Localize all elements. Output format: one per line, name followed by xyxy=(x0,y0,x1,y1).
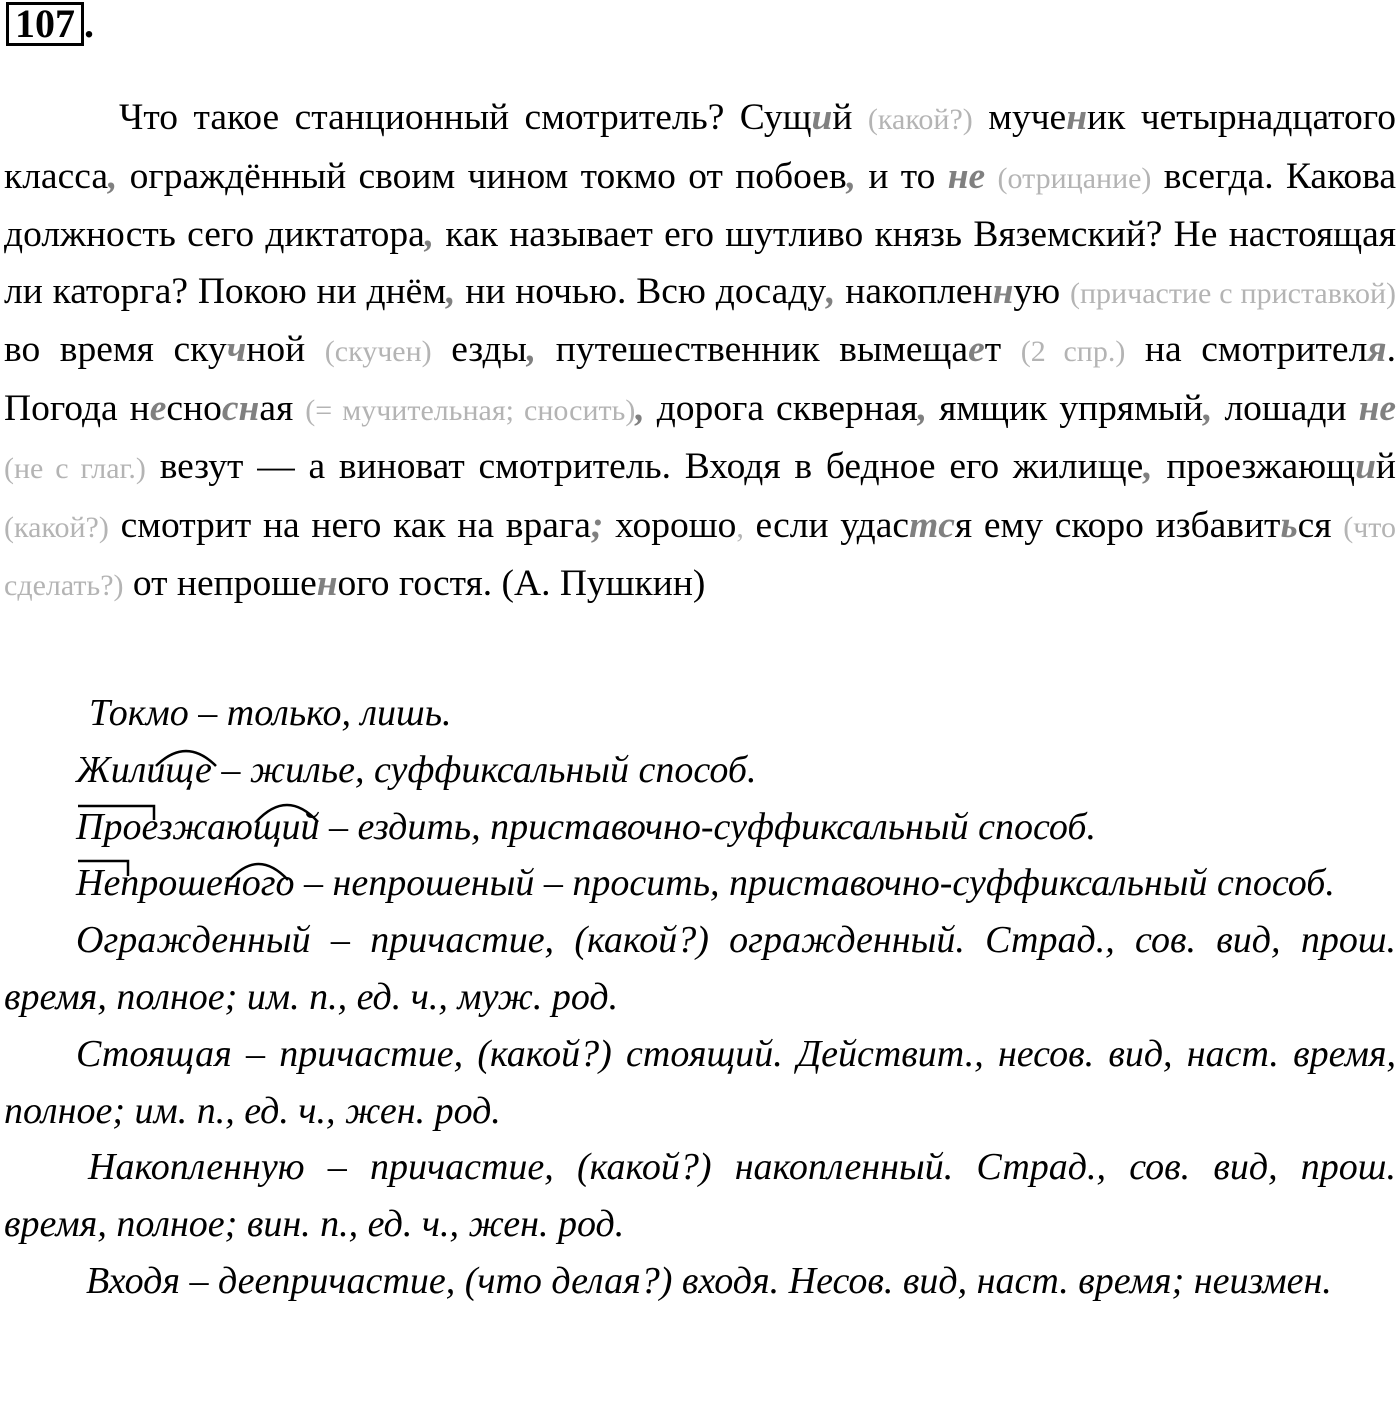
text-fragment: Что такое станционный смотритель? Сущ xyxy=(119,97,812,138)
highlighted-punctuation: , xyxy=(826,270,836,312)
exercise-number-box: 107 xyxy=(6,2,84,46)
text-fragment: ая xyxy=(259,387,306,429)
text-fragment: . Погода н xyxy=(4,329,1396,429)
analysis-line-nakoplennuyu: Накопленную – причастие, (какой?) накопленный. Страд., сов. вид, прош. время, полное; вин. п., ед. ч., жен. род. xyxy=(4,1146,1396,1246)
highlighted-punctuation: , xyxy=(846,155,857,197)
analysis-line-tokmo: Токмо – только, лишь. xyxy=(89,692,452,734)
text-fragment: ни ночью. Всю досаду xyxy=(455,270,827,312)
highlighted-letter: н xyxy=(316,563,338,604)
text-fragment: муче xyxy=(972,97,1067,138)
exercise-text xyxy=(4,90,1396,615)
text-fragment: во время ску xyxy=(4,329,227,370)
text-fragment: ую xyxy=(1013,270,1070,312)
analysis-line-ograzhdenny: Огражденный – причастие, (какой?) огражденный. Страд., сов. вид, прош. время, полное; им. п., ед. ч., муж. род. xyxy=(4,919,1396,1018)
grammar-note: (не с глаг.) xyxy=(4,452,146,485)
text-fragment: накоплен xyxy=(835,270,993,312)
analysis-line-proezzhayushchiy: Проезжающий – ездить, приставочно-суффиксальный способ. xyxy=(76,805,1097,848)
grammar-note: (2 спр.) xyxy=(1020,335,1126,368)
grammar-note: (какой?) xyxy=(867,103,973,136)
grammar-note: (скучен) xyxy=(324,335,432,368)
text-fragment: лошади xyxy=(1212,387,1359,429)
text-fragment: смотрит на него как на врага xyxy=(108,504,591,546)
highlighted-punctuation: , xyxy=(917,387,928,429)
highlighted-punctuation: , xyxy=(635,387,645,429)
highlighted-letter: и xyxy=(1355,446,1376,487)
text-fragment: ограждённый своим чином токмо от побоев xyxy=(117,155,847,197)
text-fragment: путешественник вымеща xyxy=(536,329,969,370)
exercise-number xyxy=(6,2,94,46)
analysis-line-vkhodya: Входя – деепричастие, (что делая?) входя. Несов. вид, наст. время; неизмен. xyxy=(86,1259,1332,1302)
highlighted-punctuation: , xyxy=(526,329,537,370)
text-fragment: сно xyxy=(166,387,222,429)
highlighted-punctuation: , xyxy=(446,270,456,312)
text-fragment: ого гостя. (А. Пушкин) xyxy=(337,563,706,604)
grammar-note: (что сделать?) xyxy=(4,510,1396,602)
text-fragment xyxy=(985,156,997,197)
text-fragment: от непроше xyxy=(123,563,317,604)
text-fragment: й xyxy=(832,97,868,138)
grammar-note: (= мучительная; сносить) xyxy=(305,393,636,427)
highlighted-particle: не xyxy=(947,155,986,197)
highlighted-punctuation: , xyxy=(424,214,435,255)
highlighted-letter: е xyxy=(149,387,167,429)
grammar-note: (отрицание) xyxy=(997,161,1152,195)
analysis-line-stoyashchaya: Стоящая – причастие, (какой?) стоящий. Действит., несов. вид, наст. время, полное; им. п., ед. ч., жен. род. xyxy=(4,1032,1396,1132)
text-fragment: я ему скоро избавит xyxy=(954,504,1281,546)
text-fragment: ик четырнадцатого класса xyxy=(4,97,1396,197)
highlighted-letter: и xyxy=(811,97,833,138)
text-fragment: т xyxy=(984,329,1021,370)
highlighted-punctuation: ; xyxy=(590,504,604,546)
text-fragment: ной xyxy=(246,329,325,370)
text-fragment: й xyxy=(1375,446,1396,487)
analysis-line-neprosheno: Непрошеного – непрошеный – просить, приставочно-суффиксальный способ. xyxy=(76,862,1335,905)
text-fragment: везут — а виноват смотритель. Входя в бедное его жилище xyxy=(145,446,1144,487)
highlighted-letter: ь xyxy=(1280,504,1298,546)
highlighted-particle: не xyxy=(1358,387,1397,429)
analysis-line-zhilishche: Жилище – жилье, суффиксальный способ. xyxy=(76,748,757,791)
text-fragment: проезжающ xyxy=(1152,446,1356,487)
text-fragment: хорошо xyxy=(603,504,737,546)
text-fragment: дорога скверная xyxy=(644,387,918,429)
text-fragment: всегда. Какова должность сего диктатора xyxy=(4,155,1397,255)
text-fragment: если удас xyxy=(743,504,910,546)
text-fragment: как называет его шутливо князь Вяземский? Не настоящая ли каторга? Покою ни днём xyxy=(4,214,1396,312)
grammar-note: (причастие с приставкой) xyxy=(1070,276,1396,310)
highlighted-letter: я xyxy=(1367,329,1387,370)
text-fragment: езды xyxy=(431,329,527,370)
word-analysis xyxy=(4,685,1396,1310)
text-fragment: ся xyxy=(1297,504,1344,546)
highlighted-punctuation: , xyxy=(107,155,118,197)
highlighted-letter: н xyxy=(1066,97,1088,138)
highlighted-letter: сн xyxy=(221,387,260,429)
text-fragment: на смотрител xyxy=(1125,329,1368,370)
highlighted-letter: ч xyxy=(226,329,247,370)
highlighted-letter: н xyxy=(992,270,1014,312)
grammar-note: (какой?) xyxy=(4,510,109,544)
highlighted-letter: е xyxy=(968,329,985,370)
highlighted-letter: тс xyxy=(909,504,955,546)
text-fragment: ямщик упрямый xyxy=(927,387,1204,429)
exercise-number-dot: . xyxy=(84,1,94,46)
highlighted-punctuation: , xyxy=(736,510,744,544)
highlighted-punctuation: , xyxy=(1143,446,1153,487)
text-fragment: и то xyxy=(856,155,948,197)
highlighted-punctuation: , xyxy=(1203,387,1213,429)
